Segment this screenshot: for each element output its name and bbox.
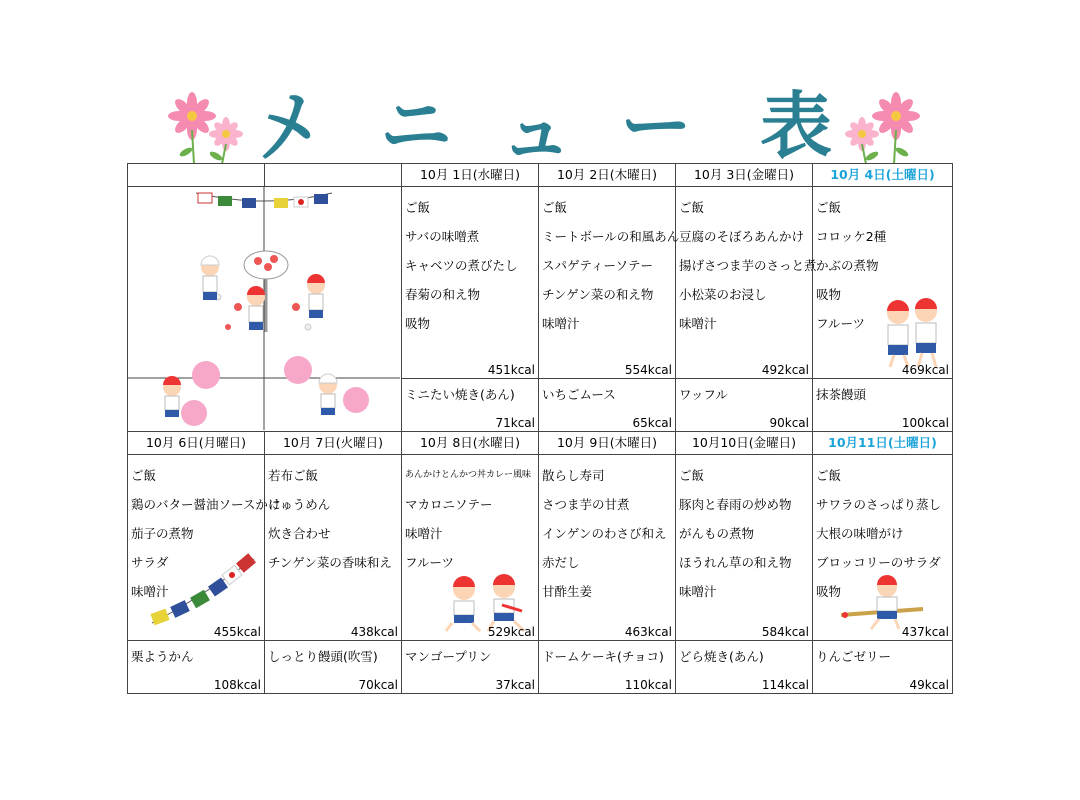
- day-menu-cell: [402, 455, 539, 641]
- menu-item: 春菊の和え物: [405, 287, 481, 302]
- week2-main-row: [128, 455, 953, 641]
- day-header: 10月 2日(木曜日): [539, 164, 676, 187]
- menu-item: ご飯: [679, 200, 705, 215]
- title-char-2: ニ: [380, 84, 453, 168]
- dessert-cell: [813, 379, 953, 432]
- dessert-cell: [539, 641, 676, 694]
- menu-item: マカロニソテー: [405, 497, 493, 512]
- menu-item: 甘酢生姜: [542, 584, 593, 599]
- empty-header-cell: [265, 164, 402, 187]
- flag-bunting-icon: [148, 555, 258, 627]
- dessert-cell: [539, 379, 676, 432]
- menu-item: サバの味噌煮: [405, 229, 480, 244]
- menu-item: 吸物: [816, 287, 842, 302]
- menu-item: インゲンのわさび和え: [542, 526, 667, 541]
- day-header: 10月 1日(水曜日): [402, 164, 539, 187]
- kcal-value: 584kcal: [761, 625, 809, 639]
- menu-item: 豚肉と春雨の炒め物: [679, 497, 792, 512]
- dessert-item: しっとり饅頭(吹雪): [268, 649, 378, 664]
- menu-item: ご飯: [131, 468, 157, 483]
- dessert-cell: [402, 379, 539, 432]
- day-header: 10月 6日(月曜日): [128, 432, 265, 455]
- menu-item: 茄子の煮物: [131, 526, 194, 541]
- kcal-value: 114kcal: [761, 678, 809, 692]
- sports-day-illustration-icon: [128, 187, 400, 430]
- week2-header-row: [128, 432, 953, 455]
- menu-item: キャベツの煮びたし: [405, 258, 518, 273]
- menu-item: チンゲン菜の和え物: [542, 287, 654, 302]
- day-menu-cell: [128, 455, 281, 641]
- dessert-cell: [676, 379, 813, 432]
- kcal-value: 100kcal: [901, 416, 949, 430]
- kcal-value: 455kcal: [213, 625, 261, 639]
- day-menu-cell: [402, 187, 539, 379]
- menu-item: 赤だし: [542, 555, 580, 570]
- menu-item: 豆腐のそぼろあんかけ: [679, 229, 805, 244]
- menu-table: [127, 163, 953, 694]
- menu-item: フルーツ: [405, 555, 455, 570]
- empty-header-cell: [128, 164, 265, 187]
- menu-item: ご飯: [405, 200, 431, 215]
- kcal-value: 108kcal: [213, 678, 261, 692]
- kcal-value: 451kcal: [487, 363, 535, 377]
- day-header-saturday: 10月11日(土曜日): [813, 432, 953, 455]
- flower-left-icon: [168, 94, 248, 166]
- day-menu-cell: [265, 455, 402, 641]
- menu-item: 味噌汁: [542, 316, 580, 331]
- menu-item: 散らし寿司: [542, 468, 605, 483]
- dessert-item: ワッフル: [679, 387, 728, 402]
- tug-of-war-kid-icon: [839, 575, 925, 631]
- menu-item: 小松菜のお浸し: [679, 287, 767, 302]
- menu-item: チンゲン菜の香味和え: [268, 555, 392, 570]
- kcal-value: 71kcal: [495, 416, 535, 430]
- menu-item: ミートボールの和風あん: [542, 229, 680, 244]
- day-header: 10月 3日(金曜日): [676, 164, 813, 187]
- day-header: 10月 7日(火曜日): [265, 432, 402, 455]
- menu-item: ブロッコリーのサラダ: [816, 555, 941, 570]
- menu-item: フルーツ: [816, 316, 866, 331]
- title-char-4: ー: [620, 84, 693, 168]
- day-header: 10月 9日(木曜日): [539, 432, 676, 455]
- dessert-item: マンゴープリン: [405, 649, 492, 664]
- menu-item: ほうれん草の和え物: [679, 555, 792, 570]
- menu-item: 吸物: [405, 316, 431, 331]
- day-menu-cell: [539, 455, 676, 641]
- week1-main-row: [128, 187, 953, 379]
- menu-item: さつま芋の甘煮: [542, 497, 630, 512]
- menu-item: ご飯: [679, 468, 705, 483]
- kcal-value: 438kcal: [350, 625, 398, 639]
- kcal-value: 65kcal: [632, 416, 672, 430]
- menu-item: ご飯: [816, 468, 842, 483]
- dessert-item: 抹茶饅頭: [816, 387, 867, 402]
- dessert-cell: [402, 641, 539, 694]
- dessert-item: りんごゼリー: [816, 649, 892, 664]
- dessert-item: ミニたい焼き(あん): [405, 387, 515, 402]
- dessert-cell: [813, 641, 953, 694]
- day-menu-cell: [539, 187, 680, 379]
- kcal-value: 70kcal: [358, 678, 398, 692]
- menu-item: 吸物: [816, 584, 842, 599]
- kcal-value: 529kcal: [487, 625, 535, 639]
- day-header: 10月10日(金曜日): [676, 432, 813, 455]
- menu-item: 若布ご飯: [268, 468, 319, 483]
- day-menu-cell: [813, 455, 953, 641]
- kcal-value: 437kcal: [901, 625, 949, 639]
- flower-right-icon: [842, 94, 922, 166]
- kcal-value: 554kcal: [624, 363, 672, 377]
- dessert-item: いちごムース: [542, 387, 616, 402]
- menu-item: サワラのさっぱり蒸し: [816, 497, 942, 512]
- menu-item: 味噌汁: [405, 526, 443, 541]
- kcal-value: 90kcal: [769, 416, 809, 430]
- dessert-cell: [265, 641, 402, 694]
- sports-day-illustration-cell: [128, 187, 402, 432]
- menu-item: がんもの煮物: [679, 526, 755, 541]
- week1-header-row: [128, 164, 953, 187]
- day-menu-cell: [676, 187, 817, 379]
- menu-item: にゅうめん: [268, 497, 331, 512]
- kcal-value: 37kcal: [495, 678, 535, 692]
- dessert-item: ドームケーキ(チョコ): [542, 649, 664, 664]
- menu-item: 味噌汁: [131, 584, 169, 599]
- menu-item: 味噌汁: [679, 584, 717, 599]
- menu-item: サラダ: [131, 555, 169, 570]
- menu-item: ご飯: [816, 200, 842, 215]
- week2-dessert-row: [128, 641, 953, 694]
- kcal-value: 469kcal: [901, 363, 949, 377]
- running-kids-icon: [880, 297, 946, 369]
- day-header-saturday: 10月 4日(土曜日): [813, 164, 953, 187]
- title-char-5: 表: [760, 84, 833, 168]
- menu-item: ご飯: [542, 200, 568, 215]
- menu-item: 揚げさつま芋のさっと煮: [679, 258, 817, 273]
- day-menu-cell: [676, 455, 813, 641]
- dessert-cell: [676, 641, 813, 694]
- kcal-value: 49kcal: [909, 678, 949, 692]
- title-char-3: ュ: [500, 90, 573, 174]
- title-char-1: メ: [244, 77, 332, 175]
- day-header: 10月 8日(水曜日): [402, 432, 539, 455]
- dessert-cell: [128, 641, 265, 694]
- menu-item: 炊き合わせ: [268, 526, 331, 541]
- dessert-item: どら焼き(あん): [679, 649, 764, 664]
- menu-item: 大根の味噌がけ: [816, 526, 904, 541]
- menu-item: 鶏のバター醤油ソースかけ: [131, 497, 281, 512]
- menu-item: かぶの煮物: [816, 258, 879, 273]
- kcal-value: 492kcal: [761, 363, 809, 377]
- menu-item: 味噌汁: [679, 316, 717, 331]
- day-menu-cell: [813, 187, 953, 379]
- kcal-value: 463kcal: [624, 625, 672, 639]
- menu-item: スパゲティーソテー: [542, 258, 654, 273]
- dessert-item: 栗ようかん: [131, 649, 194, 664]
- kcal-value: 110kcal: [624, 678, 672, 692]
- menu-item: あんかけとんかつ丼カレー風味: [405, 470, 532, 480]
- menu-item: コロッケ2種: [816, 229, 887, 244]
